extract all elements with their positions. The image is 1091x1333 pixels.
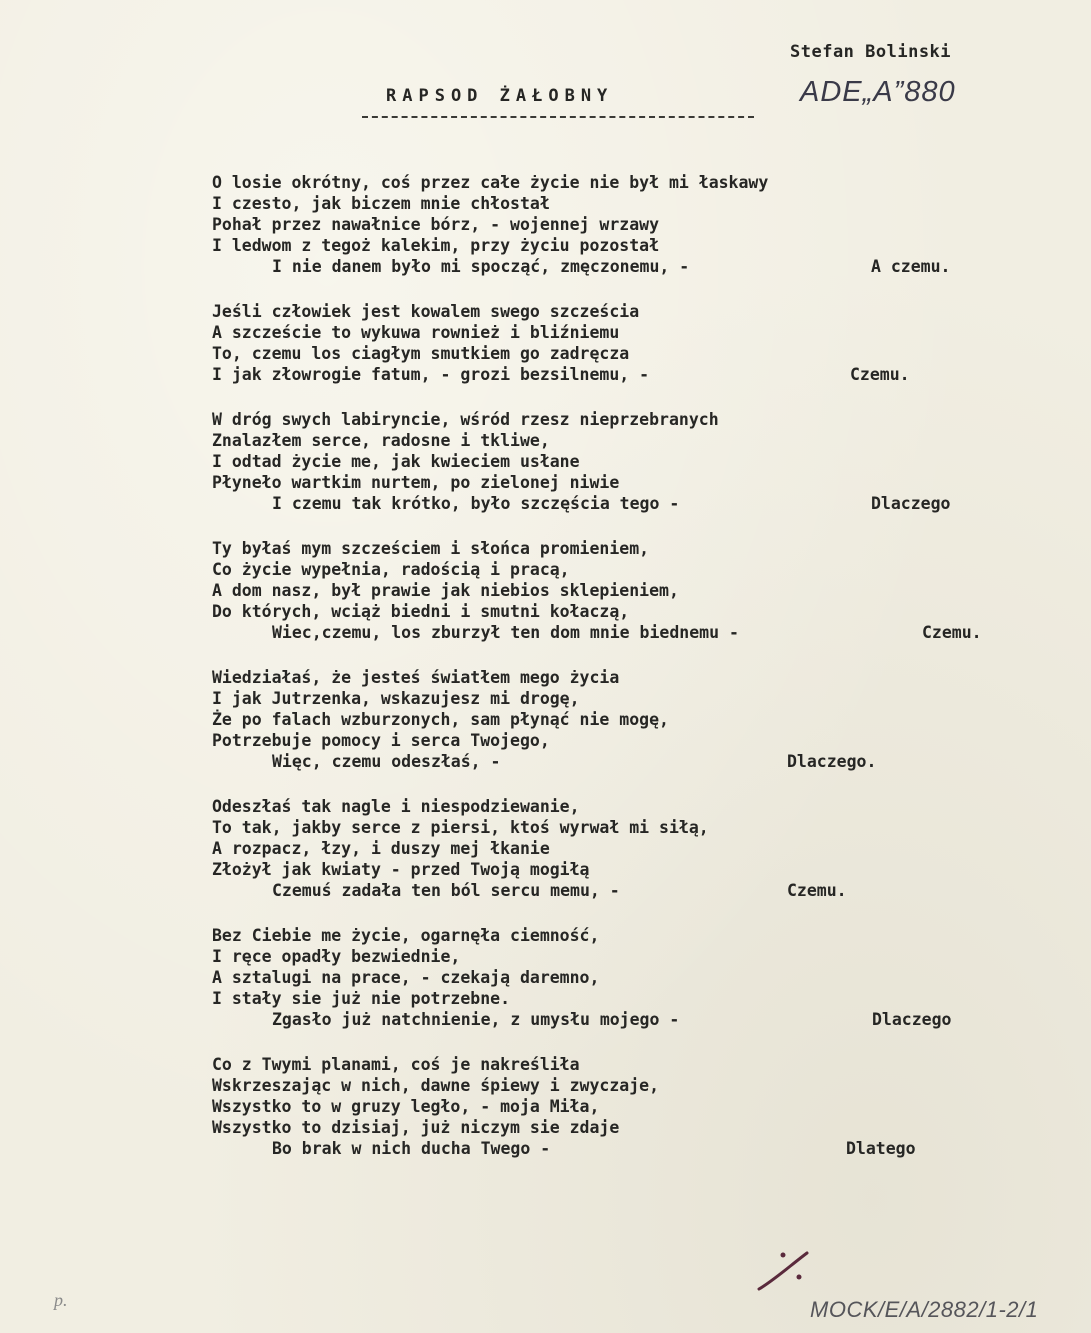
poem-title: RAPSOD ŻAŁOBNY [386, 86, 614, 106]
poem-line: Wiedziałaś, że jesteś światłem mego życia [212, 668, 620, 687]
stanza-2 [212, 301, 1052, 385]
poem-line: Pohał przez nawałnice bórz, - wojennej wrzawy [212, 215, 660, 234]
stanza-4 [212, 538, 1052, 643]
poem-line: Złożył jak kwiaty - przed Twoją mogiłą [212, 860, 590, 879]
poem-line: Że po falach wzburzonych, sam płynąć nie mogę, [212, 710, 669, 729]
poem-line-refrain: Zgasło już natchnienie, z umysłu mojego - Dlaczego [272, 1010, 952, 1029]
poem-line: A rozpacz, łzy, i duszy mej łkanie [212, 839, 550, 858]
refrain-word: Dlaczego [872, 1010, 952, 1029]
poem-line: To tak, jakby serce z piersi, ktoś wyrwał mi siłą, [212, 818, 709, 837]
poem-line: A sztalugi na prace, - czekają daremno, [212, 968, 600, 987]
poem-line-refrain: I nie danem było mi spocząć, zmęczonemu, - A czemu. [272, 257, 951, 276]
poem-line: I jak Jutrzenka, wskazujesz mi drogę, [212, 689, 580, 708]
title-underline [362, 116, 754, 118]
poem-line: A szczeście to wykuwa rownież i bliźniemu [212, 323, 620, 342]
refrain-word: Czemu. [922, 623, 982, 642]
refrain-word: Czemu. [787, 881, 847, 900]
poem-line: Bez Ciebie me życie, ogarnęła ciemność, [212, 926, 600, 945]
refrain-word: Czemu. [850, 365, 910, 384]
pen-check-mark-icon [755, 1245, 815, 1295]
poem-line: Co z Twymi planami, coś je nakreśliła [212, 1055, 580, 1074]
poem-line: I stały sie już nie potrzebne. [212, 989, 511, 1008]
margin-note: p. [54, 1290, 68, 1310]
poem-line: Jeśli człowiek jest kowalem swego szcześcia [212, 302, 640, 321]
poem-line-refrain: Wiec,czemu, los zburzył ten dom mnie biednemu - Czemu. [272, 623, 982, 642]
poem-line: Do których, wciąż biedni i smutni kołaczą, [212, 602, 630, 621]
poem-line-refrain: Więc, czemu odeszłaś, - Dlaczego. [272, 752, 877, 771]
poem-line: I ręce opadły bezwiednie, [212, 947, 461, 966]
poem-line: I odtad życie me, jak kwieciem usłane [212, 452, 580, 471]
stanza-1 [212, 172, 1052, 277]
stanza-3 [212, 409, 1052, 514]
poem-line: Wszystko to w gruzy legło, - moja Miła, [212, 1097, 600, 1116]
poem-line: I ledwom z tegoż kalekim, przy życiu pozostał [212, 236, 660, 255]
refrain-word: Dlaczego. [787, 752, 877, 771]
poem-line: Potrzebuje pomocy i serca Twojego, [212, 731, 550, 750]
poem-line: Znalazłem serce, radosne i tkliwe, [212, 431, 550, 450]
poem-body [212, 172, 1052, 1183]
poem-line-refrain: Bo brak w nich ducha Twego - Dlatego [272, 1139, 916, 1158]
refrain-word: Dlaczego [871, 494, 951, 513]
poem-line: A dom nasz, był prawie jak niebios sklepieniem, [212, 581, 679, 600]
poem-line: I czesto, jak biczem mnie chłostał [212, 194, 550, 213]
poem-line: Ty byłaś mym szcześciem i słońca promieniem, [212, 539, 650, 558]
author-name: Stefan Bolinski [790, 42, 952, 62]
stanza-8 [212, 1054, 1052, 1159]
poem-line: Co życie wypełnia, radością i pracą, [212, 560, 570, 579]
poem-line: Wskrzeszając w nich, dawne śpiewy i zwyczaje, [212, 1076, 660, 1095]
poem-line-refrain: I jak złowrogie fatum, - grozi bezsilnemu, - Czemu. [212, 365, 910, 384]
poem-line: To, czemu los ciagłym smutkiem go zadręcza [212, 344, 630, 363]
poem-line: W dróg swych labiryncie, wśród rzesz nieprzebranych [212, 410, 719, 429]
poem-line: Odeszłaś tak nagle i niespodziewanie, [212, 797, 580, 816]
refrain-word: Dlatego [846, 1139, 916, 1158]
poem-line: O losie okrótny, coś przez całe życie nie był mi łaskawy [212, 173, 769, 192]
handwritten-archive-code: ADE„A”880 [800, 76, 956, 108]
poem-line: Wszystko to dzisiaj, już niczym sie zdaje [212, 1118, 620, 1137]
poem-line-refrain: Czemuś zadała ten ból sercu memu, - Czemu. [272, 881, 847, 900]
archive-stamp: MOCK/E/A/2882/1-2/1 [810, 1297, 1039, 1322]
refrain-word: A czemu. [871, 257, 951, 276]
stanza-6 [212, 796, 1052, 901]
poem-line-refrain: I czemu tak krótko, było szczęścia tego - Dlaczego [272, 494, 951, 513]
stanza-7 [212, 925, 1052, 1030]
stanza-5 [212, 667, 1052, 772]
poem-line: Płyneło wartkim nurtem, po zielonej niwie [212, 473, 620, 492]
